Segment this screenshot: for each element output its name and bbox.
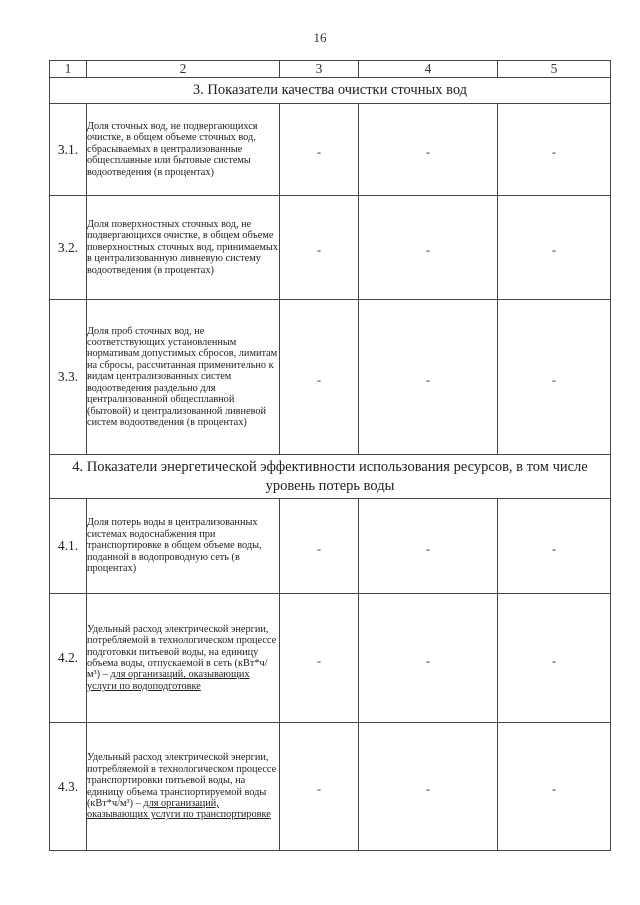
column-header-5: 5: [498, 61, 611, 78]
table-row: [50, 499, 611, 594]
section-header-row: [50, 78, 611, 104]
column-header-2: 2: [87, 61, 280, 78]
row-number: 3.3.: [50, 300, 87, 455]
value-cell: [359, 723, 498, 851]
value-dash: -: [426, 541, 430, 556]
row-number: 4.1.: [50, 499, 87, 594]
section-title-3: 3. Показатели качества очистки сточных вод: [50, 78, 611, 104]
value-dash: -: [317, 541, 321, 556]
row-number: 4.2.: [50, 594, 87, 723]
row-description: [87, 196, 280, 300]
value-dash: -: [552, 541, 556, 556]
value-dash: -: [317, 145, 321, 159]
value-dash: -: [552, 145, 556, 159]
value-dash: -: [552, 653, 556, 668]
row-description-text: Доля потерь воды в централизованных системах водоснабжения при транспортировке в общем объеме воды, поданной в водопроводную сеть (в процентах): [87, 517, 262, 575]
value-dash: -: [426, 782, 430, 796]
table-row: [50, 196, 611, 300]
section-header-row: [50, 455, 611, 499]
row-description-text: Доля сточных вод, не подвергающихся очистке, в общем объеме сточных вод, сбрасываемых в централизованные общесплавные или бытовые системы водоотведения (в процентах): [87, 120, 258, 178]
value-cell: [280, 196, 359, 300]
value-cell: [359, 499, 498, 594]
value-dash: -: [317, 782, 321, 796]
row-description: [87, 723, 280, 851]
value-cell: [280, 723, 359, 851]
row-description-text: Удельный расход электрической энергии, потребляемой в технологическом процессе подготовки питьевой воды, на единицу объема воды, отпускаемой в сеть (кВт*ч/м³) –: [87, 623, 277, 681]
value-cell: [498, 594, 611, 723]
value-dash: -: [426, 653, 430, 668]
value-cell: [498, 499, 611, 594]
table-header-row: [50, 61, 611, 78]
row-description: [87, 594, 280, 723]
value-cell: [280, 499, 359, 594]
table-row: [50, 104, 611, 196]
row-description: [87, 104, 280, 196]
row-description: [87, 499, 280, 594]
section-title-4: 4. Показатели энергетической эффективности использования ресурсов, в том числе уровень потерь воды: [50, 455, 611, 499]
row-description-underlined: для организаций, оказывающих услуги по водоподготовке: [87, 669, 250, 692]
value-dash: -: [552, 372, 556, 387]
column-header-1: 1: [50, 61, 87, 78]
column-header-4: 4: [359, 61, 498, 78]
value-dash: -: [426, 372, 430, 387]
row-description-text: Доля проб сточных вод, не соответствующих установленным нормативам допустимых сбросов, лимитам на сбросы, рассчитанная применительно к видам централизованных систем водоотведения раздельно для централизованной общесплавной (бытовой) и централизованной ливневой систем водоотведения (в процентах): [87, 325, 278, 428]
value-cell: [498, 196, 611, 300]
column-header-3: 3: [280, 61, 359, 78]
value-cell: [280, 300, 359, 455]
value-cell: [359, 196, 498, 300]
page-number: 16: [313, 30, 327, 45]
row-description-underlined: для организаций, оказывающих услуги по транспортировке: [87, 797, 271, 821]
value-cell: [280, 104, 359, 196]
value-dash: -: [317, 372, 321, 387]
table-row: [50, 594, 611, 723]
row-number: 4.3.: [50, 723, 87, 851]
value-cell: [359, 594, 498, 723]
row-number: 3.1.: [50, 104, 87, 196]
row-description-text: Удельный расход электрической энергии, потребляемой в технологическом процессе транспортировки питьевой воды, на единицу объема транспортируемой воды (кВт*ч/м³) –: [87, 752, 277, 809]
value-dash: -: [552, 243, 556, 257]
value-dash: -: [426, 145, 430, 159]
value-dash: -: [552, 782, 556, 796]
value-cell: [280, 594, 359, 723]
value-cell: [498, 300, 611, 455]
table-row: [50, 723, 611, 851]
row-description: [87, 300, 280, 455]
row-number: 3.2.: [50, 196, 87, 300]
value-cell: [359, 104, 498, 196]
row-description-text: Доля поверхностных сточных вод, не подвергающихся очистке, в общем объеме поверхностных сточных вод, принимаемых в централизованную ливневую систему водоотведения (в процентах): [87, 218, 278, 276]
value-dash: -: [317, 653, 321, 668]
value-dash: -: [317, 243, 321, 257]
value-cell: [498, 723, 611, 851]
indicators-table: [49, 60, 611, 851]
table-row: [50, 300, 611, 455]
value-cell: [498, 104, 611, 196]
value-cell: [359, 300, 498, 455]
value-dash: -: [426, 243, 430, 257]
